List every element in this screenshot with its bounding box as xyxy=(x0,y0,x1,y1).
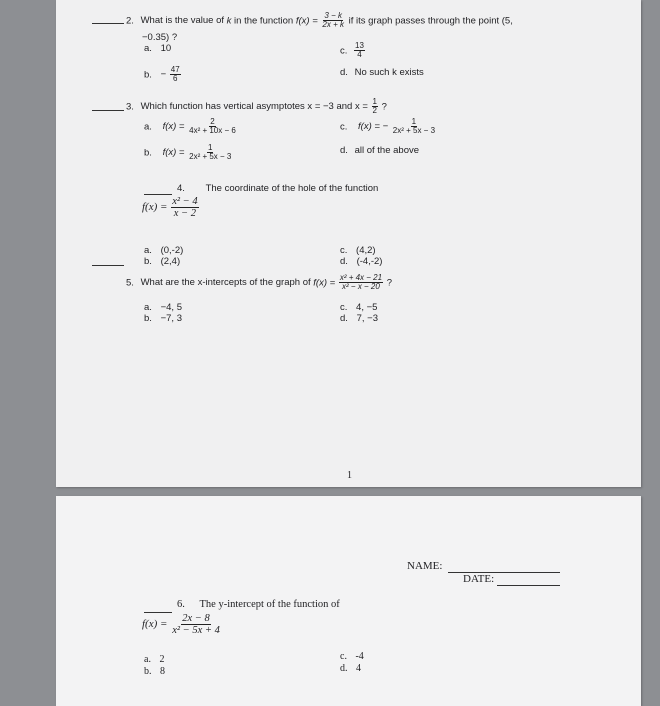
page-number: 1 xyxy=(347,470,352,481)
fraction xyxy=(321,12,345,30)
question-2-line2: −0.35) ? xyxy=(142,32,178,43)
option-text: all of the above xyxy=(354,145,420,156)
fraction-denominator: x² − x − 20 xyxy=(342,282,380,292)
function-label: f(x) = xyxy=(295,15,318,27)
option-fraction xyxy=(188,118,237,136)
fraction xyxy=(171,196,198,219)
question-number: 4. xyxy=(177,183,185,194)
q6-option-c xyxy=(340,651,364,662)
fraction-denominator: 2x² + 5x − 3 xyxy=(392,126,436,136)
option-text: 8 xyxy=(160,666,165,677)
worksheet-page-2 xyxy=(56,496,641,706)
option-label: b. xyxy=(144,147,152,159)
q3-option-c xyxy=(340,118,437,136)
q2-option-c xyxy=(340,42,366,60)
question-number: 2. xyxy=(126,15,134,27)
option-label: d. xyxy=(340,145,348,156)
option-label: c. xyxy=(340,245,348,256)
fraction-numerator: 2 xyxy=(210,117,215,126)
question-mark: ? xyxy=(386,277,392,289)
option-text: No such k exists xyxy=(354,67,424,78)
question-number: 5. xyxy=(126,277,134,289)
question-text: if its graph passes through the point (5, xyxy=(348,15,513,27)
fraction-numerator: x² − 4 xyxy=(172,196,198,207)
question-text: The y-intercept of the function of xyxy=(199,599,340,610)
q4-option-b xyxy=(144,256,180,267)
option-label: c. xyxy=(340,302,348,313)
fraction-numerator: x² + 4x − 21 xyxy=(339,273,383,282)
option-text: −4, 5 xyxy=(160,302,182,313)
date-label: DATE: xyxy=(463,573,495,585)
option-text: -4 xyxy=(355,651,364,662)
q4-option-d xyxy=(340,256,382,267)
q5-option-a xyxy=(144,302,182,313)
function-label: f(x) = xyxy=(162,147,185,159)
option-label: a. xyxy=(144,654,151,665)
function-label: f(x) = xyxy=(162,121,185,133)
variable-k: k xyxy=(226,15,232,27)
option-fraction xyxy=(170,66,181,84)
q5-option-b xyxy=(144,313,182,324)
function-label: f(x) = xyxy=(142,201,168,214)
question-text: The coordinate of the hole of the function xyxy=(205,183,379,194)
fraction-denominator: 4 xyxy=(357,50,362,60)
option-label: b. xyxy=(144,256,152,267)
answer-blank-q2 xyxy=(92,23,124,24)
fraction xyxy=(339,274,383,292)
q4-function xyxy=(142,196,200,219)
option-text: −7, 3 xyxy=(160,313,182,324)
option-label: d. xyxy=(340,663,348,674)
option-label: a. xyxy=(144,43,152,54)
q3-option-d xyxy=(340,145,419,156)
fraction-numerator: 1 xyxy=(411,117,417,126)
q6-option-b xyxy=(144,666,165,677)
option-text: 7, −3 xyxy=(356,313,378,324)
question-text: Which function has vertical asymptotes x = −3 and x = xyxy=(140,101,368,113)
option-text: 2 xyxy=(159,654,165,665)
answer-blank-q5 xyxy=(92,265,124,266)
option-text: (4,2) xyxy=(356,245,376,256)
fraction-numerator: 1 xyxy=(208,143,213,152)
answer-blank-q4 xyxy=(144,194,172,195)
option-text: (-4,-2) xyxy=(356,256,383,267)
q5-option-c xyxy=(340,302,377,313)
option-fraction xyxy=(354,42,365,60)
q3-option-a xyxy=(144,118,238,136)
fraction-numerator: 47 xyxy=(170,65,180,74)
fraction-denominator: x² − 5x + 4 xyxy=(172,625,220,637)
fraction-denominator: 2x² + 5x − 3 xyxy=(189,152,232,162)
option-label: c. xyxy=(340,121,348,133)
option-text: 4, −5 xyxy=(356,302,378,313)
q2-option-a xyxy=(144,43,171,54)
question-4 xyxy=(177,183,378,194)
option-label: d. xyxy=(340,256,348,267)
question-text: What is the value of xyxy=(140,15,225,27)
option-label: b. xyxy=(144,69,152,81)
option-text: 4 xyxy=(356,663,361,674)
fraction-denominator: 6 xyxy=(173,74,178,84)
worksheet-page-1 xyxy=(56,0,641,487)
function-label: f(x) = xyxy=(313,277,336,289)
fraction-denominator: x − 2 xyxy=(173,208,197,220)
q6-option-a xyxy=(144,654,164,665)
q3-option-b xyxy=(144,144,233,162)
q2-option-b xyxy=(144,66,182,84)
q6-option-d xyxy=(340,663,361,674)
fraction-numerator: 1 xyxy=(372,97,377,106)
q2-option-d xyxy=(340,67,424,78)
fraction-denominator: 4x² + 10x − 6 xyxy=(189,126,236,136)
option-sign: − xyxy=(160,69,167,81)
option-label: b. xyxy=(144,666,152,677)
option-text: (2,4) xyxy=(160,256,181,267)
option-label: c. xyxy=(340,651,347,662)
question-5 xyxy=(126,274,392,292)
fraction-numerator: 3 − k xyxy=(324,11,342,20)
fraction-denominator: 2x + k xyxy=(322,20,344,30)
option-label: a. xyxy=(144,302,152,313)
function-label: f(x) = − xyxy=(358,121,389,133)
function-label: f(x) = xyxy=(142,618,168,631)
fraction xyxy=(171,613,221,636)
question-text: in the function xyxy=(234,15,294,27)
option-text: (0,-2) xyxy=(160,245,184,256)
option-text: 10 xyxy=(160,43,172,54)
option-label: a. xyxy=(144,245,152,256)
q5-option-d xyxy=(340,313,378,324)
q6-function xyxy=(142,613,222,636)
question-2 xyxy=(126,12,513,30)
option-label: d. xyxy=(340,67,348,78)
date-line xyxy=(497,585,560,586)
option-fraction xyxy=(392,118,436,136)
q4-option-c xyxy=(340,245,376,256)
question-number: 3. xyxy=(126,101,134,113)
question-mark: ? xyxy=(381,101,387,113)
fraction xyxy=(372,98,378,116)
answer-blank-q3 xyxy=(92,110,124,111)
fraction-denominator: 2 xyxy=(372,106,377,116)
option-label: c. xyxy=(340,45,348,57)
fraction-numerator: 13 xyxy=(355,41,364,50)
name-label: NAME: xyxy=(407,560,443,572)
option-fraction xyxy=(188,144,232,162)
option-label: a. xyxy=(144,121,152,133)
option-label: d. xyxy=(340,313,348,324)
option-label: b. xyxy=(144,313,152,324)
fraction-numerator: 2x − 8 xyxy=(182,613,210,624)
q4-option-a xyxy=(144,245,183,256)
question-text: What are the x-intercepts of the graph of xyxy=(140,277,311,289)
question-number: 6. xyxy=(177,599,185,610)
question-3 xyxy=(126,98,387,116)
question-6 xyxy=(177,599,340,610)
